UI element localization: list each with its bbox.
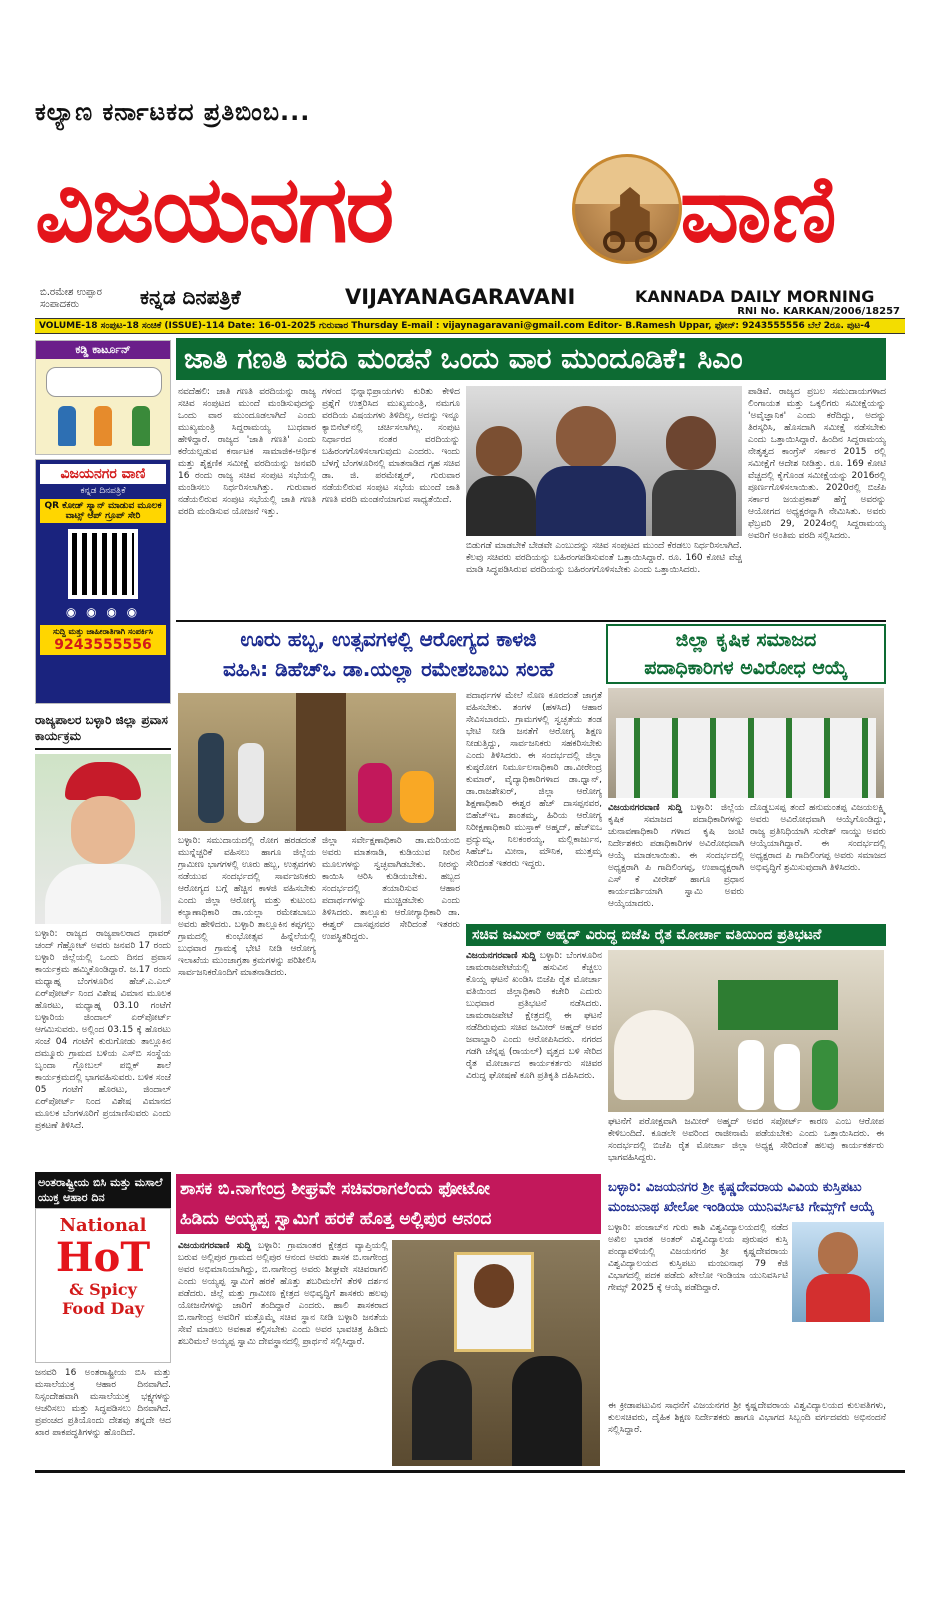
- lead-headline: ಜಾತಿ ಗಣತಿ ವರದಿ ಮಂಡನೆ ಒಂದು ವಾರ ಮುಂದೂಡಿಕೆ: ಸಿಎಂ: [176, 338, 886, 380]
- lead-text-under-photo: ಬಿಡುಗಡೆ ಮಾಡಬೇಕೆ ಬೇಡವೇ ಎಂಬುದನ್ನು ಸಚಿವ ಸಂಪುಟದ ಮುಂದೆ ಕೆರಡಲು ನಿರ್ಧರಿಸಲಾಗಿದೆ. ಕೆಲವು ಸಚಿವರು ವರದಿಯನ್ನು ಬಹಿರಂಗಪಡಿಸುವಂತೆ ಒತ್ತಾಯಿಸಿದ್ದಾರೆ. ರೂ. 160 ಕೋಟಿ ವೆಚ್ಚ ಮಾಡಿ ಸಿದ್ಧಪಡಿಸಿರುವ ವರದಿಯನ್ನು ಬಹಿರಂಗಗೊಳಿಸಬೇಕು ಎಂದು ಒತ್ತಾಯಿಸಿದರು.: [466, 541, 742, 575]
- masthead: [35, 140, 905, 280]
- krishika-headline-line1: ಜಿಲ್ಲಾ ಕೃಷಿಕ ಸಮಾಜದ: [675, 629, 817, 651]
- cartoon-image: [36, 359, 170, 454]
- ad-phone: 9243555556: [54, 637, 152, 653]
- food-poster-line4: Food Day: [61, 1299, 145, 1318]
- english-title: VIJAYANAGARAVANI: [345, 285, 576, 309]
- lead-photo: [466, 386, 742, 536]
- wrestler-headline: [608, 1178, 886, 1218]
- wrestler-headline-line2: ಮಂಜುನಾಥ ಖೇಲೋ ಇಂಡಿಯಾ ಯುನಿವರ್ಸಿಟಿ ಗೇಮ್ಸ್‌ಗೆ ಆಯ್ಕೆ: [608, 1200, 875, 1215]
- ad-phone-label: ಸುದ್ದಿ ಮತ್ತು ಜಾಹೀರಾತಿಗಾಗಿ ಸಂಪರ್ಕಿಸಿ: [53, 627, 153, 636]
- page-bottom-rule: [35, 1470, 905, 1473]
- wrestler-photo: [792, 1222, 884, 1322]
- nagendra-text2: ಹಾಲಿ ಶಾಸಕರಾದ ಬಿ.ನಾಗೇಂದ್ರ ಅವರಿಗೆ ಮತ್ತೊಮ್ಮೆ ಸಚಿವ ಸ್ಥಾನ ನೀಡಿ ಬಳ್ಳಾರಿ ಜನತೆಯ ಸೇವೆ ಮಾಡಲು ಅವಕಾಶ ಕಲ್ಪಿಸಬೇಕು ಎಂದು ಅವರ ಭಾವಚಿತ್ರ ಹಿಡಿದು ಶಬರಿಮಲೆ ಅಯ್ಯಪ್ಪ ಸ್ವಾಮಿ ದೇವಸ್ಥಾನದಲ್ಲಿ ಪ್ರಾರ್ಥನೆ ಸಲ್ಲಿಸಿದ್ದಾರೆ.: [178, 1301, 388, 1347]
- food-poster-line3: & Spicy: [69, 1280, 137, 1299]
- zameer-text1: ಬಳ್ಳಾರಿ: ಬೆಂಗಳೂರಿನ ಚಾಮರಾಜಪೇಟೆಯಲ್ಲಿ ಹಸುವಿನ ಕೆಚ್ಚಲು ಕೊಯ್ದ ಘಟನೆ ಖಂಡಿಸಿ ಬಿಜೆಪಿ ರೈತ ಮೋರ್ಚಾ ವತಿಯಿಂದ ಜಿಲ್ಲಾಧಿಕಾರಿ ಕಚೇರಿ ಎದುರು ಬುಧವಾರ ಪ್ರತಿಭಟನೆ ನಡೆಸಿದರು. ಚಾಮರಾಜಪೇಟೆ ಕ್ಷೇತ್ರದಲ್ಲಿ ಈ ಘಟನೆ ನಡೆದಿರುವುದು ಸಚಿವ ಜಮೀರ್ ಅಹ್ಮದ್ ಅವರ ಜವಾಬ್ದಾರಿ ಎಂದು ಆರೋಪಿಸಿದರು. ನಗರದ ಗಡಗಿ ಚೆನ್ನಪ್ಪ (ರಾಯಲ್) ವೃತ್ತದ ಬಳಿ ಸೇರಿದ ರೈತ ಮೋರ್ಚಾದ ಕಾರ್ಯಕರ್ತರು ಸಚಿವರ ವಿರುದ್ಧ ಘೋಷಣೆ ಕೂಗಿ ಪ್ರತಿಕೃತಿ ದಹಿಸಿದರು.: [466, 951, 602, 1081]
- nagendra-byline: ವಿಜಯನಗರವಾಣಿ ಸುದ್ದಿ: [178, 1241, 252, 1251]
- left-sidebar: [35, 340, 171, 1447]
- cartoon-heading: ಕಡ್ಡಿ ಕಾರ್ಟೂನ್: [36, 341, 170, 359]
- krishika-text-col2: ದೊಡ್ಡಬಸಪ್ಪ ತಂದೆ ಹನುಮಂತಪ್ಪ ವಿಜಯಲಕ್ಷ್ಮಿ ಅವರು ಅವಿರೋಧವಾಗಿ ಆಯ್ಕೆಗೊಂಡಿದ್ದು, ರಾಜ್ಯ ಪ್ರತಿನಿಧಿಯಾಗಿ ಸುರೇಶ್ ನಾಯ್ಡು ಅವರು ಆಯ್ಕೆಯಾಗಿದ್ದಾರೆ. ಈ ಸಂದರ್ಭದಲ್ಲಿ ಅಧ್ಯಕ್ಷರಾದ ಪಿ ಗಾದಿಲಿಂಗಪ್ಪ ಅವರು ಸಮಾಜದ ಅಭಿವೃದ್ಧಿಗೆ ಶ್ರಮಿಸುವುದಾಗಿ ತಿಳಿಸಿದರು.: [750, 803, 886, 873]
- nagendra-headline-line2: ಹಿಡಿದು ಅಯ್ಯಪ್ಪ ಸ್ವಾಮಿಗೆ ಹರಕೆ ಹೊತ್ತ ಅಲ್ಲಿಪುರ ಆನಂದ: [180, 1209, 492, 1229]
- food-poster-line1: National: [59, 1215, 147, 1236]
- lead-text-col2: ಗಳಂದ ಭಿನ್ನಾಭಿಪ್ರಾಯಗಳು ಕುರಿತು ಕೇಳಿದ ಪ್ರಶ್ನೆಗೆ ಉತ್ತರಿಸಿದ ಮುಖ್ಯಮಂತ್ರಿ, ನಮಗೂ ವರದಿಯ ವಿಷಯಗಳು ತಿಳಿದಿಲ್ಲ, ಅದನ್ನು ಇನ್ನೂ ಕ್ಯಾಬಿನೆಟ್‌ನಲ್ಲಿ ಚರ್ಚಿಸಲಾಗಿಲ್ಲ. ಸಂಪುಟ ನಿರ್ಧಾರದ ನಂತರ ವರದಿಯನ್ನು ಬಹಿರಂಗಗೊಳಿಸಲಾಗುವುದು ಎಂದರು. ಇಂದು ಬೆಳಗ್ಗೆ ಬೆಂಗಳೂರಿನಲ್ಲಿ ಮಾತನಾಡಿದ ಗೃಹ ಸಚಿವ ಡಾ. ಜಿ. ಪರಮೇಶ್ವರ್, ಗುರುವಾರ ನಡೆಯಲಿರುವ ಸಂಪುಟ ಸಭೆಯ ಮುಂದೆ ಜಾತಿ ಗಣತಿ ವರದಿ ಮಂಡನೆಯಾಗುವ ಸಾಧ್ಯತೆಯಿದೆ.: [322, 387, 460, 505]
- whatsapp-qr-ad: [35, 459, 171, 704]
- health-headline: [176, 624, 601, 684]
- health-text-col2: ಜಿಲ್ಲಾ ಸರ್ವೇಕ್ಷಣಾಧಿಕಾರಿ ಡಾ.ಮರಿಯಂಬಿ ಅವರು ಮಾತನಾಡಿ, ಕುಡಿಯುವ ನೀರಿನ ಮೂಲಗಳನ್ನು ಸ್ವಚ್ಛವಾಗಿಡಬೇಕು. ನೀರನ್ನು ಕಾಯಿಸಿ ಆರಿಸಿ ಕುಡಿಯಬೇಕು. ಹಬ್ಬದ ಸಂದರ್ಭದಲ್ಲಿ ತಯಾರಿಸುವ ಆಹಾರ ಪದಾರ್ಥಗಳನ್ನು ಮುಚ್ಚಿಡಬೇಕು ಎಂದು ತಿಳಿಸಿದರು. ತಾಲ್ಲೂಕು ಆರೋಗ್ಯಾಧಿಕಾರಿ ಡಾ. ಈಶ್ವರ್ ದಾಸಪ್ಪನವರ ಸೇರಿದಂತೆ ಇತರರು ಉಪಸ್ಥಿತರಿದ್ದರು.: [322, 836, 460, 942]
- krishika-headline-line2: ಪದಾಧಿಕಾರಿಗಳ ಅವಿರೋಧ ಆಯ್ಕೆ: [644, 657, 848, 679]
- masthead-title-right: ವಾಣಿ: [680, 156, 837, 263]
- tagline: ಕಲ್ಯಾಣ ಕರ್ನಾಟಕದ ಪ್ರತಿಬಿಂಬ...: [35, 98, 311, 126]
- health-text-col3: ಪದಾರ್ಥಗಳ ಮೇಲೆ ನೊಣ ಕೂರದಂತೆ ಜಾಗ್ರತೆ ವಹಿಸಬೇಕು. ತಂಗಳ (ಹಳಸಿದ) ಆಹಾರ ಸೇವಿಸಬಾರದು. ಗ್ರಾಮಗಳಲ್ಲಿ ಸ್ವಚ್ಛತೆಯ ತಂಡ ಭೇಟಿ ನೀಡಿ ಜನತೆಗೆ ಆರೋಗ್ಯ ಶಿಕ್ಷಣ ನೀಡುತ್ತಿದ್ದು, ಸಾರ್ವಜನಿಕರು ಸಹಕರಿಸಬೇಕು ಎಂದು ತಿಳಿಸಿದರು. ಈ ಸಂದರ್ಭದಲ್ಲಿ ಜಿಲ್ಲಾ ಕುಷ್ಠರೋಗ ನಿರ್ಮೂಲನಾಧಿಕಾರಿ ಡಾ.ವೀರೇಂದ್ರ ಕುಮಾರ್, ವೈದ್ಯಾಧಿಕಾರಿಗಳಾದ ಡಾ.ಧ್ವಾನ್, ಡಾ.ರಾಜಶೇಖರ್, ಜಿಲ್ಲಾ ಆರೋಗ್ಯ ಶಿಕ್ಷಣಾಧಿಕಾರಿ ಈಶ್ವರ ಹೆಚ್ ದಾಸಪ್ಪನವರ, ಬಿಹೆಚ್‌ಇಒ ಶಾಂತಮ್ಮ, ಹಿರಿಯ ಆರೋಗ್ಯ ನಿರೀಕ್ಷಣಾಧಿಕಾರಿ ಮುಸ್ತಾಕ್ ಅಹ್ಮದ್, ಹೆಚ್‌ಐಒ ಪ್ರದ್ಯುಮ್ನ, ನಿಲಕಂಠಯ್ಯ, ಮಲ್ಲಿಕಾರ್ಜುನ, ಸಿಹೆಚ್‌ಒ ಮೀನಾ, ಮೌನಿಕ, ಮುತ್ತಮ್ಮ ಸೇರಿದಂತೆ ಇತರರು ಇದ್ದರು.: [466, 691, 602, 869]
- lead-text-col4: ಪಾಡಿವೆ. ರಾಜ್ಯದ ಪ್ರಬಲ ಸಮುದಾಯಗಳಾದ ಲಿಂಗಾಯತ ಮತ್ತು ಒಕ್ಕಲಿಗರು ಸಮೀಕ್ಷೆಯನ್ನು 'ಅವೈಜ್ಞಾನಿಕ' ಎಂದು ಕರೆದಿದ್ದು, ಅದನ್ನು ತಿರಸ್ಕರಿಸಿ, ಹೊಸದಾಗಿ ಸಮೀಕ್ಷೆ ನಡೆಸಬೇಕು ಎಂದು ಒತ್ತಾಯಿಸಿದ್ದಾರೆ. ಹಿಂದಿನ ಸಿದ್ದರಾಮಯ್ಯ ನೇತೃತ್ವದ ಕಾಂಗ್ರೆಸ್ ಸರ್ಕಾರ 2015 ರಲ್ಲಿ ಸಮೀಕ್ಷೆಗೆ ಆದೇಶ ನೀಡಿತ್ತು. ರೂ. 169 ಕೋಟಿ ವೆಚ್ಚದಲ್ಲಿ ಕೈಗೊಂಡ ಸಮೀಕ್ಷೆಯನ್ನು 2016ರಲ್ಲಿ ಪೂರ್ಣಗೊಳಿಸಲಾಯಿತು. 2020ರಲ್ಲಿ ಬಿಜೆಪಿ ಸರ್ಕಾರ ಜಯಪ್ರಕಾಶ್ ಹೆಗ್ಡೆ ಅವರನ್ನು ಆಯೋಗದ ಅಧ್ಯಕ್ಷರನ್ನಾಗಿ ನೇಮಿಸಿತು. ಅವರು ಫೆಬ್ರವರಿ 29, 2024ರಲ್ಲಿ ಸಿದ್ದರಾಮಯ್ಯ ಅವರಿಗೆ ಅಂತಿಮ ವರದಿ ಸಲ್ಲಿಸಿದರು.: [748, 387, 886, 541]
- social-icons: ◉ ◉ ◉ ◉: [65, 605, 141, 619]
- health-photo: [178, 693, 456, 831]
- editor-credit: ಬಿ.ರಮೇಶ ಉಪ್ಪಾರ ಸಂಪಾದಕರು: [40, 287, 102, 310]
- food-day-text: ಜನವರಿ 16 ಅಂತರಾಷ್ಟ್ರೀಯ ಬಿಸಿ ಮತ್ತು ಮಸಾಲೆಯುಕ್ತ ಆಹಾರ ದಿನವಾಗಿದೆ. ನಿಸ್ಸಂದೇಹವಾಗಿ ಮಸಾಲೆಯುಕ್ತ ಭಕ್ಷ್ಯಗಳನ್ನು ಆಚರಿಸಲು ಮತ್ತು ಸಿದ್ಧಪಡಿಸಲು ದಿನವಾಗಿದೆ. ಪ್ರಪಂಚದ ಪ್ರತಿಯೊಂದು ದೇಶವು ತನ್ನದೇ ಆದ ಖಾರ ಪಾಕಪದ್ಧತಿಗಳನ್ನು ಹೊಂದಿದೆ.: [35, 1368, 171, 1438]
- food-day-heading: ಅಂತರಾಷ್ಟ್ರೀಯ ಬಿಸಿ ಮತ್ತು ಮಸಾಲೆ ಯುಕ್ತ ಆಹಾರ ದಿನ: [35, 1172, 171, 1208]
- wrestler-text-col2: ಈ ಕ್ರೀಡಾಪಟುವಿನ ಸಾಧನೆಗೆ ವಿಜಯನಗರ ಶ್ರೀ ಕೃಷ್ಣದೇವರಾಯ ವಿಶ್ವವಿದ್ಯಾಲಯದ ಕುಲಪತಿಗಳು, ಕುಲಸಚಿವರು, ದೈಹಿಕ ಶಿಕ್ಷಣ ನಿರ್ದೇಶಕರು ಹಾಗೂ ವಿಭಾಗದ ಸಿಬ್ಬಂದಿ ವರ್ಗದವರು ಅಭಿನಂದನೆ ಸಲ್ಲಿಸಿದ್ದಾರೆ.: [608, 1401, 886, 1435]
- english-subtitle: KANNADA DAILY MORNING: [635, 287, 875, 306]
- nagendra-headline: [176, 1174, 601, 1234]
- nagendra-headline-line1: ಶಾಸಕ ಬಿ.ನಾಗೇಂದ್ರ ಶೀಘ್ರವೇ ಸಚಿವರಾಗಲೆಂದು ಫೋಟೋ: [180, 1179, 490, 1199]
- governor-photo: [35, 754, 171, 924]
- zameer-text-col2: ಘಟನೆಗೆ ಪರೋಕ್ಷವಾಗಿ ಜಮೀರ್ ಅಹ್ಮದ್ ಅವರ ಸಪೋರ್ಟ್ ಕಾರಣ ಎಂಬ ಆರೋಪ ಕೇಳಿಬಂದಿದೆ. ಕೂಡಲೇ ಅವರಿಂದ ರಾಜೀನಾಮೆ ಪಡೆಯಬೇಕು ಎಂದು ಒತ್ತಾಯಿಸಿದರು. ಈ ಸಂದರ್ಭದಲ್ಲಿ ಬಿಜೆಪಿ ರೈತ ಮೋರ್ಚಾ ಜಿಲ್ಲಾ ಅಧ್ಯಕ್ಷ ಸೇರಿದಂತೆ ಹಲವು ಕಾರ್ಯಕರ್ತರು ಭಾಗವಹಿಸಿದ್ದರು.: [608, 1117, 884, 1163]
- food-day-poster: [35, 1208, 171, 1363]
- health-headline-line1: ಊರು ಹಬ್ಬ, ಉತ್ಸವಗಳಲ್ಲಿ ಆರೋಗ್ಯದ ಕಾಳಜಿ: [240, 627, 537, 651]
- nagendra-photo: [392, 1240, 600, 1466]
- governor-text: ಬಳ್ಳಾರಿ: ರಾಜ್ಯದ ರಾಜ್ಯಪಾಲರಾದ ಥಾವರ್ ಚಂದ್ ಗೆಹ್ಲೋಟ್ ಅವರು ಜನವರಿ 17 ರಂದು ಬಳ್ಳಾರಿ ಜಿಲ್ಲೆಯಲ್ಲಿ ಒಂದು ದಿನದ ಪ್ರವಾಸ ಕಾರ್ಯಕ್ರಮ ಹಮ್ಮಿಕೊಂಡಿದ್ದಾರೆ. ಜ.17 ರಂದು ಮಧ್ಯಾಹ್ನ ಬೆಂಗಳೂರಿನ ಹೆಚ್.ಎ.ಎಲ್ ಏರ್‌ಪೋರ್ಟ್ ನಿಂದ ವಿಶೇಷ ವಿಮಾನ ಮೂಲಕ ಹೊರಟು, ಮಧ್ಯಾಹ್ನ 03.10 ಗಂಟೆಗೆ ಬಳ್ಳಾರಿಯ ಜಿಂದಾಲ್ ಏರ್‌ಪೋರ್ಟ್ ಆಗಮಿಸುವರು. ಅಲ್ಲಿಂದ 03.15 ಕ್ಕೆ ಹೊರಟು ಸಂಜೆ 04 ಗಂಟೆಗೆ ಕುರುಗೋಡು ತಾಲ್ಲೂಕಿನ ದಮ್ಮೂರು ಗ್ರಾಮದ ಬಳಿಯ ಎಸ್‌ಬಿ ಸಂಸ್ಥೆಯ ಬೃಂದಾ ಗ್ಲೋಬಲ್ ಪಬ್ಲಿಕ್ ಶಾಲೆ ಕಾರ್ಯಕ್ರಮದಲ್ಲಿ ಭಾಗವಹಿಸುವರು. ಬಳಿಕ ಸಂಜೆ 05 ಗಂಟೆಗೆ ಹೊರಟು, ಜಿಂದಾಲ್ ಏರ್‌ಪೋರ್ಟ್ ನಿಂದ ವಿಶೇಷ ವಿಮಾನದ ಮೂಲಕ ಬೆಂಗಳೂರಿಗೆ ಪ್ರಯಾಣಿಸುವರು ಎಂದು ಪ್ರಕಟಣೆ ತಿಳಿಸಿದೆ.: [35, 929, 171, 1131]
- wrestler-text-col1: ಬಳ್ಳಾರಿ: ಪಂಜಾಬ್‌ನ ಗುರು ಕಾಶಿ ವಿಶ್ವವಿದ್ಯಾಲಯದಲ್ಲಿ ನಡೆದ ಅಖಿಲ ಭಾರತ ಅಂತರ್ ವಿಶ್ವವಿದ್ಯಾಲಯ ಪುರುಷರ ಕುಸ್ತಿ ಪಂದ್ಯಾವಳಿಯಲ್ಲಿ ವಿಜಯನಗರ ಶ್ರೀ ಕೃಷ್ಣದೇವರಾಯ ವಿಶ್ವವಿದ್ಯಾಲಯದ ಕುಸ್ತಿಪಟು ಮಂಜುನಾಥ 79 ಕೆಜಿ ವಿಭಾಗದಲ್ಲಿ ಪದಕ ಪಡೆದು ಖೇಲೋ ಇಂಡಿಯಾ ಯುನಿವರ್ಸಿಟಿ ಗೇಮ್ಸ್ 2025 ಕ್ಕೆ ಆಯ್ಕೆ ಪಡೆದಿದ್ದಾರೆ.: [608, 1223, 788, 1293]
- health-text-col1: ಬಳ್ಳಾರಿ: ಸಮುದಾಯದಲ್ಲಿ ರೋಗ ಹರಡದಂತೆ ಮುನ್ನೆಚ್ಚರಿಕೆ ವಹಿಸಲು ಹಾಗೂ ಜಿಲ್ಲೆಯ ಗ್ರಾಮೀಣ ಭಾಗಗಳಲ್ಲಿ ಊರು ಹಬ್ಬ, ಉತ್ಸವಗಳು ನಡೆಯುವ ಸಂದರ್ಭದಲ್ಲಿ ಸಾರ್ವಜನಿಕರು ಆರೋಗ್ಯದ ಬಗ್ಗೆ ಹೆಚ್ಚಿನ ಕಾಳಜಿ ವಹಿಸಬೇಕು ಎಂದು ಜಿಲ್ಲಾ ಆರೋಗ್ಯ ಮತ್ತು ಕುಟುಂಬ ಕಲ್ಯಾಣಾಧಿಕಾರಿ ಡಾ.ಯಲ್ಲಾ ರಮೇಶಬಾಬು ಅವರು ಹೇಳಿದರು. ಬಳ್ಳಾರಿ ತಾಲ್ಲೂಕಿನ ಕಪ್ಪಗಲ್ಲು ಗ್ರಾಮದಲ್ಲಿ ಕುಂಭೋತ್ಸವ ಹಿನ್ನೆಲೆಯಲ್ಲಿ ಬುಧವಾರ ಗ್ರಾಮಕ್ಕೆ ಭೇಟಿ ನೀಡಿ ಆರೋಗ್ಯ ಇಲಾಖೆಯ ಮುಂಜಾಗ್ರತಾ ಕ್ರಮಗಳನ್ನು ಪರಿಶೀಲಿಸಿ ಸಾರ್ವಜನಿಕರೊಂದಿಗೆ ಮಾತನಾಡಿದರು.: [178, 836, 316, 978]
- ad-contact: [40, 625, 166, 655]
- krishika-text1: ಬಳ್ಳಾರಿ: ಜಿಲ್ಲೆಯ ಕೃಷಿಕ ಸಮಾಜದ ಪದಾಧಿಕಾರಿಗಳನ್ನು ಚುನಾವಣಾಧಿಕಾರಿ ಗಳಾದ ಕೃಷಿ ಜಂಟಿ ನಿರ್ದೇಶಕರು ಪಡಾಧಿಕಾರಿಗಳ ಅವಿರೋಧವಾಗಿ ಆಯ್ಕೆ ಮಾಡಲಾಯಿತು. ಈ ಸಂದರ್ಭದಲ್ಲಿ ಅಧ್ಯಕ್ಷರಾಗಿ ಪಿ ಗಾದಿಲಿಂಗಪ್ಪ, ಉಪಾಧ್ಯಕ್ಷರಾಗಿ ಎಸ್ ಕೆ ವೀರೇಶ್ ಹಾಗೂ ಪ್ರಧಾನ ಕಾರ್ಯದರ್ಶಿಯಾಗಿ ಸ್ವಾಮಿ ಅವರು ಆಯ್ಕೆಯಾದರು.: [608, 803, 744, 909]
- rni-number: RNI No. KARKAN/2006/18257: [737, 306, 900, 317]
- governor-headline: ರಾಜ್ಯಪಾಲರ ಬಳ್ಳಾರಿ ಜಿಲ್ಲಾ ಪ್ರವಾಸ ಕಾರ್ಯಕ್ರಮ: [35, 708, 171, 750]
- krishika-byline: ವಿಜಯನಗರವಾಣಿ ಸುದ್ದಿ: [608, 803, 683, 813]
- cartoon-box: [35, 340, 171, 455]
- food-poster-line2: HoT: [55, 1234, 151, 1281]
- health-headline-line2: ವಹಿಸಿ: ಡಿಹೆಚ್‌ಒ ಡಾ.ಯಲ್ಲಾ ರಮೇಶಬಾಬು ಸಲಹೆ: [222, 657, 555, 681]
- ad-subtitle: ಕನ್ನಡ ದಿನಪತ್ರಿಕೆ: [80, 486, 126, 496]
- hampi-chariot-logo-icon: [572, 154, 682, 264]
- ad-brand: ವಿಜಯನಗರ ವಾಣಿ: [40, 464, 166, 484]
- wrestler-headline-line1: ಬಳ್ಳಾರಿ: ವಿಜಯನಗರ ಶ್ರೀ ಕೃಷ್ಣದೇವರಾಯ ವಿವಿಯ ಕುಸ್ತಿಪಟು: [608, 1180, 862, 1195]
- zameer-byline: ವಿಜಯನಗರವಾಣಿ ಸುದ್ದಿ: [466, 951, 536, 961]
- masthead-title-left: ವಿಜಯನಗರ: [35, 156, 393, 263]
- issue-info-bar: VOLUME-18 ಸಂಪುಟ-18 ಸಂಚಿಕೆ (ISSUE)-114 Date: 16-01-2025 ಗುರುವಾರ Thursday E-mail : vijaynagaravani@gmail.com Editor- B.Ramesh Uppar, ಫೋನ್: 9243555556 ಬೆಲೆ 2ರೂ. ಪುಟ-4: [35, 318, 905, 334]
- lead-text-col1: ನವದೆಹಲಿ: ಜಾತಿ ಗಣತಿ ವರದಿಯನ್ನು ರಾಜ್ಯ ಸಚಿವ ಸಂಪುಟದ ಮುಂದೆ ಮಂಡಿಸುವುದನ್ನು ಒಂದು ವಾರ ಮುಂದೂಡಲಾಗಿದೆ ಎಂದು ಮುಖ್ಯಮಂತ್ರಿ ಸಿದ್ದರಾಮಯ್ಯ ಬುಧವಾರ ಹೇಳಿದ್ದಾರೆ. ರಾಜ್ಯದ 'ಜಾತಿ ಗಣತಿ' ಎಂದು ಕರೆಯಲ್ಪಡುವ ಕರ್ನಾಟಕ ಸಾಮಾಜಿಕ-ಆರ್ಥಿಕ ಮತ್ತು ಶೈಕ್ಷಣಿಕ ಸಮೀಕ್ಷೆ ವರದಿಯನ್ನು ಜನವರಿ 16 ರಂದು ರಾಜ್ಯ ಸಚಿವ ಸಂಪುಟ ಸಭೆಯಲ್ಲಿ ಮಂಡಿಸಲು ನಿರ್ಧರಿಸಲಾಗಿತ್ತು. ಗುರುವಾರ ನಡೆಯಲಿರುವ ಸಂಪುಟ ಸಭೆಯಲ್ಲಿ ಜಾತಿ ಗಣತಿ ವರದಿ ಮಂಡಿಸುವ ಯೋಜನೆ ಇತ್ತು.: [178, 387, 316, 517]
- zameer-text-col1: [466, 950, 602, 1170]
- nagendra-text-col1: [178, 1240, 388, 1466]
- ad-qr-text: QR ಕೋಡ್ ಸ್ಕ್ಯಾನ್ ಮಾಡುವ ಮೂಲಕ ವಾಟ್ಸ್ ಆಪ್ ಗ್ರೂಪ್ ಸೇರಿ: [40, 499, 166, 523]
- divider: [176, 620, 886, 622]
- zameer-protest-photo: [608, 950, 884, 1112]
- nagendra-text1: ಬಳ್ಳಾರಿ: ಗ್ರಾಮಾಂತರ ಕ್ಷೇತ್ರದ ವ್ಯಾಪ್ತಿಯಲ್ಲಿ ಬರುವ ಅಲ್ಲಿಪುರ ಗ್ರಾಮದ ಅಲ್ಲಿಪುರ ಆನಂದ ಅವರು ಶಾಸಕ ಬಿ.ನಾಗೇಂದ್ರ ಅವರ ಅಭಿಮಾನಿಯಾಗಿದ್ದು, ಬಿ.ನಾಗೇಂದ್ರ ಅವರು ಶೀಘ್ರವೇ ಸಚಿವರಾಗಲಿ ಎಂದು ಅಯ್ಯಪ್ಪ ಸ್ವಾಮಿಗೆ ಹರಕೆ ಹೊತ್ತು ಶಬರಿಮಲೆಗೆ ತೆರಳಿ ದರ್ಶನ ಪಡೆದರು. ಜಿಲ್ಲೆ ಮತ್ತು ಗ್ರಾಮೀಣ ಕ್ಷೇತ್ರದ ಅಭಿವೃದ್ಧಿಗೆ ಶಾಸಕರು ಹಲವು ಯೋಜನೆಗಳನ್ನು ಜಾರಿಗೆ ತಂದಿದ್ದಾರೆ ಎಂದರು.: [178, 1241, 388, 1311]
- krishika-headline: [606, 624, 886, 684]
- kannada-daily-label: ಕನ್ನಡ ದಿನಪತ್ರಿಕೆ: [140, 285, 241, 309]
- krishika-photo: [608, 688, 884, 798]
- zameer-headline: ಸಚಿವ ಜಮೀರ್ ಅಹ್ಮದ್ ವಿರುದ್ಧ ಬಿಜೆಪಿ ರೈತ ಮೋರ್ಚಾ ವತಿಯಿಂದ ಪ್ರತಿಭಟನೆ: [466, 924, 886, 946]
- krishika-text-col1: [608, 802, 744, 922]
- qr-code-icon[interactable]: [68, 529, 138, 599]
